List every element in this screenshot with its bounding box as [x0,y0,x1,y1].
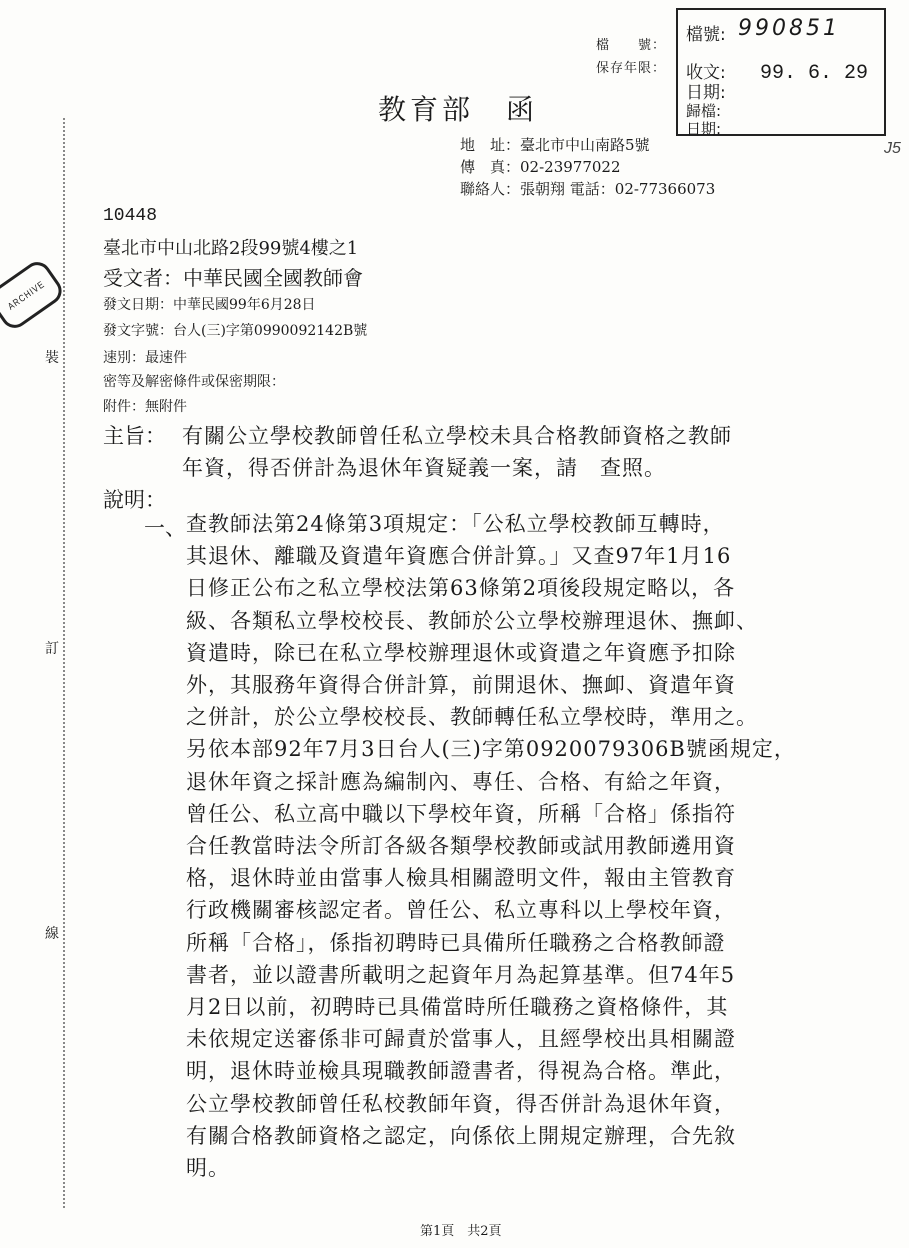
recipient-name: 受文者：中華民國全國教師會 [103,266,363,290]
explanation-body [186,508,846,1184]
stamp-received-date: 99. 6. 29 [760,62,869,85]
sender-contact: 聯絡人：張朝翔 電話：02-77366073 [460,180,716,198]
explanation-line: 日修正公布之私立學校法第63條第2項後段規定略以，各 [186,576,736,601]
explanation-line: 書者，並以證書所載明之起資年月為起算基準。但74年5 [186,962,736,987]
stamp-archive-date-label: 日期: [686,120,722,138]
subject-line-1: 有關公立學校教師曾任私立學校未具合格教師資格之教師 [182,424,732,448]
explanation-line: 外，其服務年資得合併計算，前開退休、撫卹、資遣年資 [186,673,736,698]
issue-date: 發文日期：中華民國99年6月28日 [103,297,316,313]
explanation-line: 格，退休時並由當事人檢具相關證明文件，報由主管教育 [186,866,736,891]
sender-fax: 傳 真：02-23977022 [460,158,621,176]
explanation-line: 之併計，於公立學校校長、教師轉任私立學校時，準用之。 [186,705,758,730]
stamp-received-date-label: 日期: [686,83,726,103]
explanation-line: 公立學校教師曾任私校教師年資，得否併計為退休年資， [186,1091,736,1116]
corner-handwritten-mark: J5 [884,140,901,157]
explanation-line: 資遣時，除已在私立學校辦理退休或資遣之年資應予扣除 [186,640,736,665]
binding-dotted-line [63,118,65,1208]
binding-char-ding: 訂 [45,641,59,657]
explanation-line: 其退休、離職及資遣年資應合併計算。」又查97年1月16 [186,544,732,569]
stamp-file-label: 檔號: [686,25,726,45]
sender-address: 地 址：臺北市中山南路5號 [460,136,650,154]
explanation-item-number: 一、 [144,516,186,540]
stamp-file-value: 990851 [738,16,840,41]
attachment-info: 附件：無附件 [103,399,187,415]
document-number: 發文字號：台人(三)字第0990092142B號 [103,323,368,339]
page-number: 第1頁 共2頁 [420,1224,502,1239]
explanation-line: 曾任公、私立高中職以下學校年資，所稱「合格」係指符 [186,801,736,826]
explanation-line: 另依本部92年7月3日台人(三)字第0920079306B號函規定， [186,737,796,762]
delivery-speed: 速別：最速件 [103,350,187,366]
secrecy-level: 密等及解密條件或保密期限： [103,374,285,390]
subject-label: 主旨： [103,424,166,448]
postal-code: 10448 [103,206,158,226]
file-number-label: 檔 號： [596,38,667,53]
stamp-archive-label: 歸檔: [686,102,722,120]
explanation-line: 查教師法第24條第3項規定：「公私立學校教師互轉時， [186,512,725,536]
explanation-line: 明，退休時並檢具現職教師證書者，得視為合格。準此， [186,1059,736,1084]
explanation-line: 合任教當時法令所訂各級各類學校教師或試用教師遴用資 [186,834,736,859]
explanation-line: 級、各類私立學校校長、教師於公立學校辦理退休、撫卹、 [186,608,758,633]
receipt-seal: ARCHIVE [0,257,67,334]
subject-line-2: 年資，得否併計為退休年資疑義一案，請 查照。 [182,456,666,480]
explanation-line: 明。 [186,1156,230,1181]
explanation-line: 月2日以前，初聘時已具備當時所任職務之資格條件，其 [186,995,729,1020]
retention-label: 保存年限： [596,61,667,76]
explanation-line: 所稱「合格」，係指初聘時已具備所任職務之合格教師證 [186,930,726,955]
binding-char-xian: 線 [45,926,59,942]
binding-char-zhuang: 裝 [45,350,59,366]
explanation-line: 退休年資之採計應為編制內、專任、合格、有給之年資， [186,769,736,794]
explanation-line: 未依規定送審係非可歸責於當事人，且經學校出具相關證 [186,1027,736,1052]
explanation-line: 行政機關審核認定者。曾任公、私立專科以上學校年資， [186,898,736,923]
stamp-received-label: 收文: [686,63,726,83]
document-title: 教育部 函 [378,93,539,126]
explanation-line: 有關合格教師資格之認定，向係依上開規定辦理，合先敘 [186,1123,736,1148]
explanation-label: 說明： [103,488,166,512]
recipient-address: 臺北市中山北路2段99號4樓之1 [103,238,359,259]
